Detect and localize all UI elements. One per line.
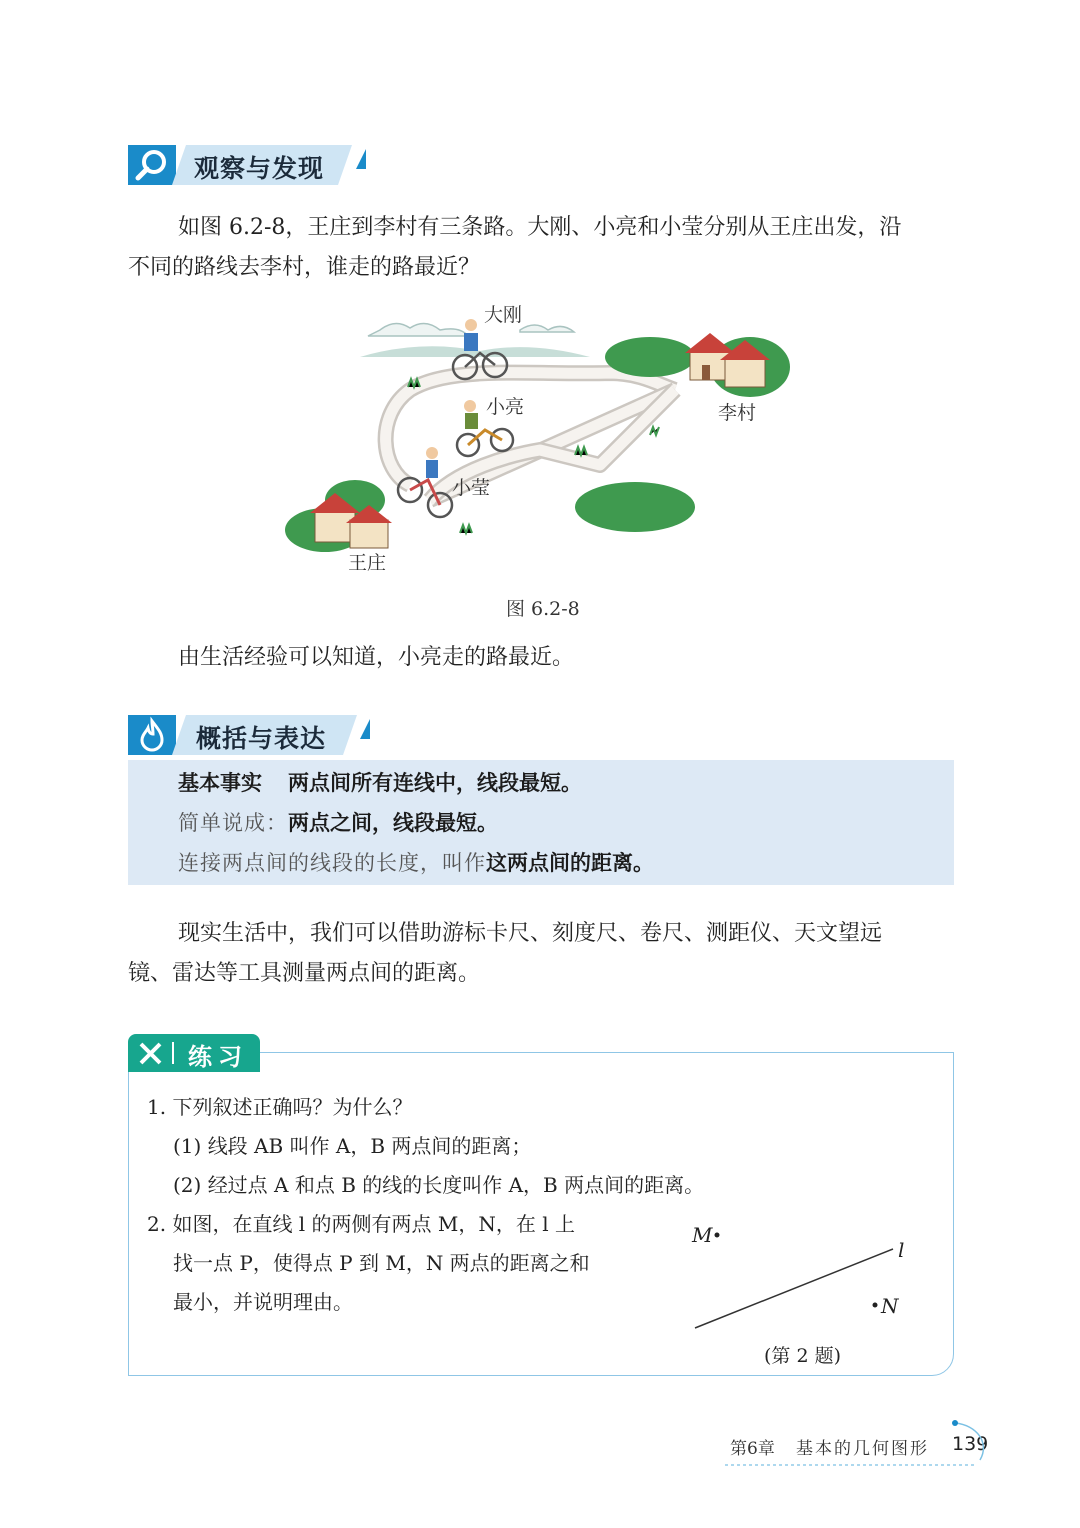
label-licun: 李村 xyxy=(718,402,757,424)
intro-paragraph xyxy=(128,208,956,288)
label-wangzhuang: 王庄 xyxy=(348,552,387,574)
page-number: 139 xyxy=(952,1433,989,1455)
tab-divider xyxy=(172,1042,174,1064)
section-header-observe xyxy=(128,145,368,185)
tools-line-2: 镜、雷达等工具测量两点间的距离。 xyxy=(128,961,481,986)
fact-label: 基本事实 xyxy=(178,771,262,795)
q2-line-3: 最小，并说明理由。 xyxy=(173,1290,353,1314)
q1-part-b: (2) 经过点 A 和点 B 的线的长度叫作 A，B 两点间的距离。 xyxy=(173,1173,705,1197)
fact-distance-prefix: 连接两点间的线段的长度，叫作 xyxy=(178,851,486,875)
basic-fact-box xyxy=(128,760,954,885)
point-n xyxy=(873,1303,878,1308)
line-l xyxy=(695,1249,893,1328)
section-title: 观察与发现 xyxy=(194,154,325,183)
licun-village xyxy=(605,333,790,397)
fact-simple-prefix: 简单说成： xyxy=(178,811,288,835)
fact-line-2 xyxy=(178,808,498,838)
fact-line-1 xyxy=(178,768,582,798)
bush xyxy=(575,482,695,532)
section-accent xyxy=(360,719,370,739)
section-title: 概括与表达 xyxy=(196,724,327,753)
intro-line-1: 如图 6.2-8，王庄到李村有三条路。大刚、小亮和小莹分别从王庄出发，沿 xyxy=(178,215,902,240)
fact-statement: 两点间所有连线中，线段最短。 xyxy=(288,771,582,795)
fact-distance-text: 这两点间的距离。 xyxy=(486,851,654,875)
label-xiaoliang: 小亮 xyxy=(486,396,525,418)
pencil-ruler-icon xyxy=(136,1039,166,1067)
label-dagang: 大刚 xyxy=(484,304,523,326)
tools-line-1: 现实生活中，我们可以借助游标卡尺、刻度尺、卷尺、测距仪、天文望远 xyxy=(178,921,883,946)
intro-line-2: 不同的路线去李村，谁走的路最近？ xyxy=(128,255,481,280)
label-m: M xyxy=(692,1223,713,1247)
magnifier-icon xyxy=(128,145,176,185)
exercise-tab xyxy=(128,1034,260,1072)
exercise-tab-label: 练习 xyxy=(188,1043,248,1071)
diagram-caption: (第 2 题) xyxy=(764,1345,841,1367)
wangzhuang-village xyxy=(285,480,392,552)
tools-paragraph xyxy=(128,914,956,994)
section-icon-box xyxy=(128,145,176,185)
label-l: l xyxy=(898,1238,905,1262)
route-illustration xyxy=(280,295,810,580)
figure-caption: 图 6.2-8 xyxy=(506,598,580,620)
cloud-left xyxy=(368,323,468,336)
conclusion-paragraph: 由生活经验可以知道，小亮走的路最近。 xyxy=(178,645,575,670)
fact-line-3 xyxy=(178,848,654,878)
fact-simple-text: 两点之间，线段最短。 xyxy=(288,811,498,835)
footer-decoration xyxy=(725,1415,995,1470)
section-icon-box xyxy=(128,715,176,755)
label-n: N xyxy=(881,1294,899,1318)
q2-diagram xyxy=(685,1215,925,1345)
label-xiaoying: 小莹 xyxy=(452,477,491,499)
q2-line-1: 2. 如图，在直线 l 的两侧有两点 M，N，在 l 上 xyxy=(147,1212,575,1236)
section-accent xyxy=(356,149,366,169)
cloud-right xyxy=(520,325,574,332)
point-m xyxy=(715,1233,720,1238)
q1-stem: 1. 下列叙述正确吗？为什么？ xyxy=(147,1095,413,1119)
q1-part-a: (1) 线段 AB 叫作 A，B 两点间的距离； xyxy=(173,1134,532,1158)
footer-chapter-title: 基本的几何图形 xyxy=(796,1439,929,1459)
flame-icon xyxy=(128,715,176,755)
q2-line-2: 找一点 P，使得点 P 到 M，N 两点的距离之和 xyxy=(173,1251,590,1275)
footer-chapter: 第6章 xyxy=(730,1439,775,1459)
section-header-summary xyxy=(128,715,373,755)
